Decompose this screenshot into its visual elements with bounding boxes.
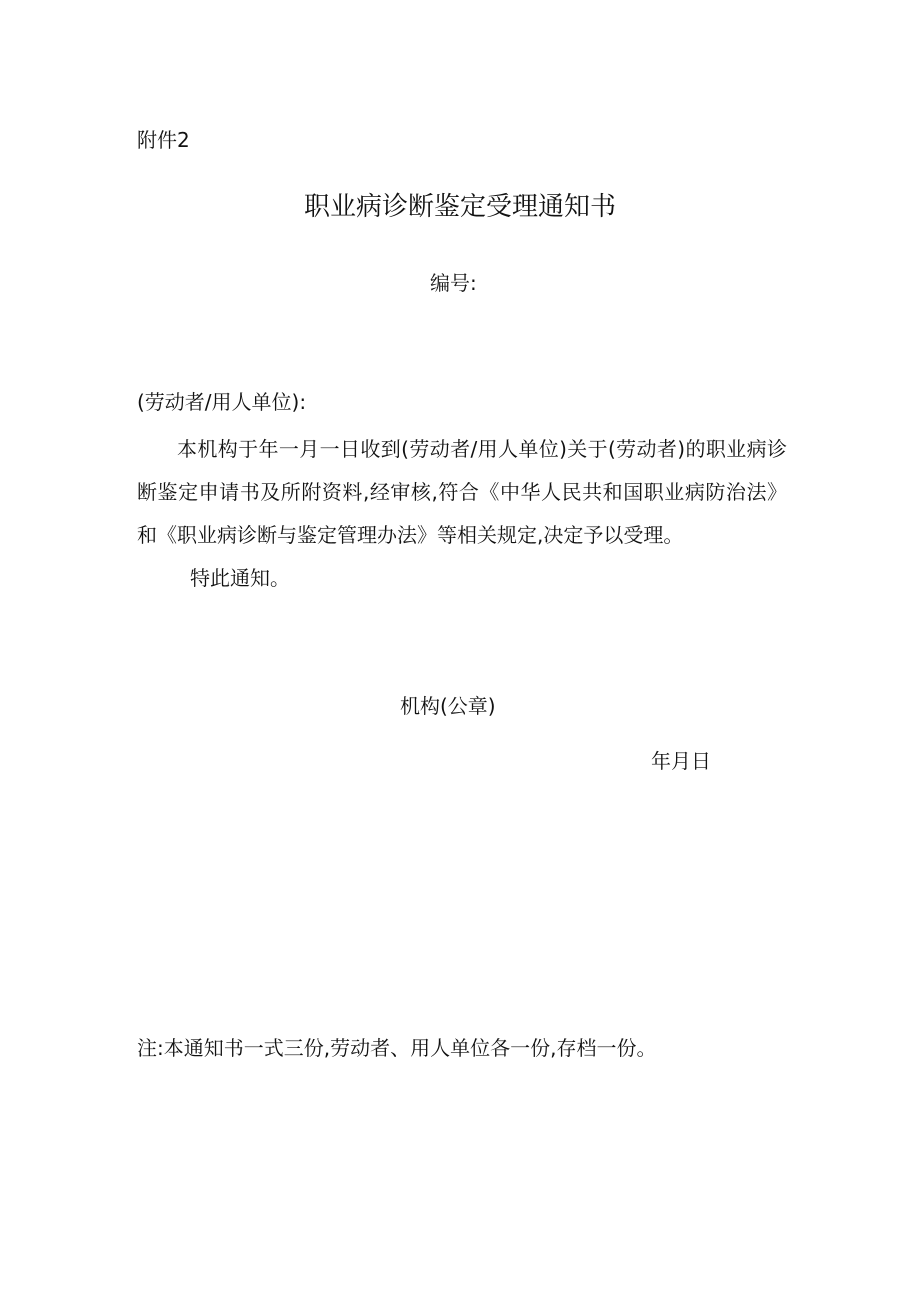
- serial-number-label: 编号:: [430, 271, 477, 295]
- footnote: 注:本通知书一式三份,劳动者、用人单位各一份,存档一份。: [137, 1036, 657, 1060]
- closing-line: 特此通知。: [190, 566, 290, 590]
- attachment-label: 附件2: [137, 128, 190, 152]
- date-line: 年月日: [651, 749, 711, 773]
- page-title: 职业病诊断鉴定受理通知书: [303, 192, 616, 222]
- body-paragraph: 本机构于年一月一日收到(劳动者/用人单位)关于(劳动者)的职业病诊断鉴定申请书及所附资料,经审核,符合《中华人民共和国职业病防治法》和《职业病诊断与鉴定管理办法》等相关规定,决定予以受理。: [137, 437, 787, 547]
- recipient-line: (劳动者/用人单位):: [137, 390, 307, 414]
- official-seal-line: 机构(公章): [400, 694, 496, 718]
